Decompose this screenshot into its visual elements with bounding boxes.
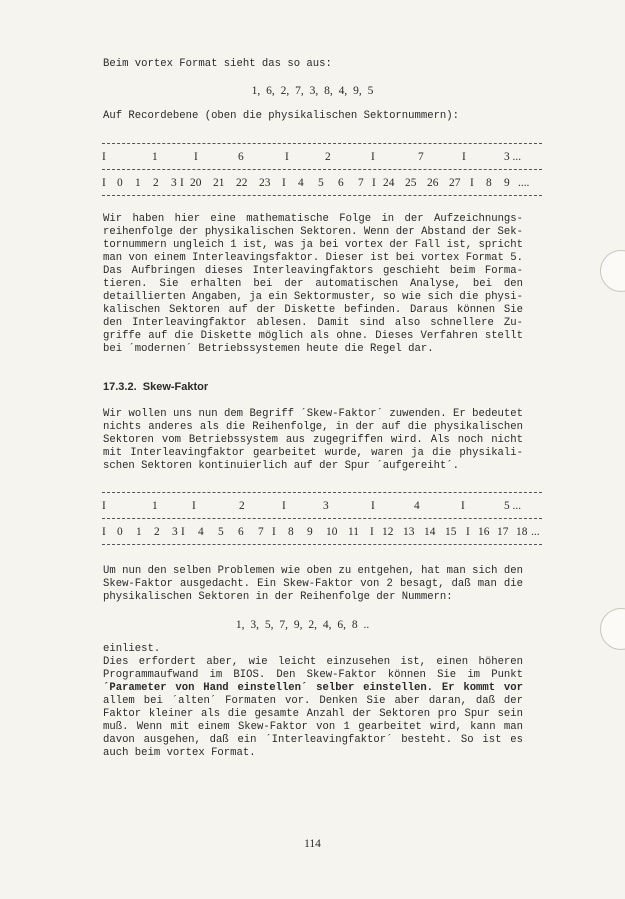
table-cell: I (371, 151, 375, 163)
text-line: Faktor kleiner als die gesamte Anzahl der Sektoren pro Spur sein (103, 708, 523, 720)
table-cell: I (462, 151, 466, 163)
text-line: bei ´modernen´ Betriebssystemen heute die Regel dar. (103, 343, 434, 355)
text-line: ´Parameter von Hand einstellen´ selber einstellen. Er kommt vor (103, 682, 523, 694)
table-cell: 9 (504, 177, 510, 189)
intro-line: Beim vortex Format sieht das so aus: (103, 58, 332, 70)
text-line: Dies erfordert aber, wie leicht einzusehen ist, einen höheren (103, 656, 523, 668)
text-line: Das Aufbringen dieses Interleavingfaktors geschieht beim Forma- (103, 265, 523, 277)
text-line: griffe auf die Diskette möglich als ohne. Dieses Verfahren stellt (103, 330, 523, 342)
table-cell: I (194, 151, 198, 163)
table-cell: 8 (288, 526, 294, 538)
text-line: tornummern ungleich 1 ist, was ja bei vortex der Fall ist, spricht (103, 239, 523, 251)
table-cell: 6 (238, 151, 244, 163)
table2-rule-middle (102, 518, 542, 519)
table-cell: 0 (117, 526, 123, 538)
table-cell: 15 (445, 526, 457, 538)
table-cell: 22 (236, 177, 248, 189)
table-cell: I (372, 177, 376, 189)
table-cell: 6 (338, 177, 344, 189)
text-line: nichts anderes als die Reihenfolge, in der auf die physikalischen (103, 421, 523, 433)
table-cell: I (102, 526, 106, 538)
table1-top-row (102, 150, 542, 164)
table-cell: 5 ... (504, 500, 522, 512)
table-cell: .... (518, 177, 530, 189)
table-cell: 2 (325, 151, 331, 163)
table1-bottom-row (102, 176, 542, 190)
text-line: Um nun den selben Problemen wie oben zu entgehen, hat man sich den (103, 565, 523, 577)
table-cell: 3 (171, 177, 177, 189)
paragraph-interleaving (103, 213, 523, 356)
section-heading: 17.3.2. Skew-Faktor (103, 381, 209, 393)
table-cell: 11 (348, 526, 359, 538)
text-line: Wir wollen uns nun dem Begriff ´Skew-Faktor´ zuwenden. Er bedeutet (103, 408, 523, 420)
text-line: kalischen Sektoren auf der Diskette befinden. Daraus können Sie (103, 304, 523, 316)
text-line: Wir haben hier eine mathematische Folge in der Aufzeichnungs- (103, 213, 523, 225)
paragraph-skew-intro (103, 408, 523, 473)
table-cell: 8 (486, 177, 492, 189)
text-line: allem bei ´alten´ Formaten vor. Denken Sie aber daran, daß der (103, 695, 523, 707)
text-line: Sektoren vom Betriebssystem aus zugegriffen wird. Als noch nicht (103, 434, 523, 446)
table-cell: I (371, 500, 375, 512)
table-cell: I (461, 500, 465, 512)
table2-bottom-row (102, 525, 542, 539)
paragraph-skew-details (103, 643, 523, 760)
table-cell: 5 (318, 177, 324, 189)
table1-rule-top (102, 143, 542, 144)
table2-rule-bottom (102, 544, 542, 545)
record-level-line: Auf Recordebene (oben die physikalischen Sektornummern): (103, 110, 460, 122)
text-line: reihenfolge der physikalischen Sektoren. Wenn der Abstand der Sek- (103, 226, 523, 238)
table-cell: 7 (418, 151, 424, 163)
table-cell: 2 (153, 177, 159, 189)
table-cell: I (102, 151, 106, 163)
table-cell: I (370, 526, 374, 538)
paragraph-skew-definition (103, 565, 523, 604)
table-cell: 1 (152, 500, 158, 512)
table-cell: 25 (405, 177, 417, 189)
skew-sequence: 1, 3, 5, 7, 9, 2, 4, 6, 8 .. (235, 619, 370, 631)
text-line: physikalischen Sektoren in der Reihenfolge der Nummern: (103, 591, 453, 603)
table-cell: I (282, 177, 286, 189)
text-line: mit Interleavingfaktor gearbeitet wurde, waren ja die physikali- (103, 447, 523, 459)
table-cell: 4 (298, 177, 304, 189)
table-cell: 2 (239, 500, 245, 512)
table-cell: 7 (358, 177, 364, 189)
text-line: detaillierten Angaben, ja ein Sektormuster, so wie sich die physi- (103, 291, 523, 303)
table-cell: 27 (449, 177, 461, 189)
table-cell: 12 (382, 526, 394, 538)
vortex-sequence: 1, 6, 2, 7, 3, 8, 4, 9, 5 (251, 85, 374, 97)
text-line: Skew-Faktor ausgedacht. Ein Skew-Faktor von 2 besagt, daß man die (103, 578, 523, 590)
table-cell: 9 (307, 526, 313, 538)
table-cell: 13 (403, 526, 415, 538)
table1-rule-middle (102, 169, 542, 170)
table-cell: 4 (198, 526, 204, 538)
table-cell: 21 (213, 177, 225, 189)
table-cell: 16 (478, 526, 490, 538)
table2-top-row (102, 499, 542, 513)
table-cell: 10 (326, 526, 338, 538)
table-cell: 3 (323, 500, 329, 512)
text-line: den Interleavingfaktor ablesen. Damit sind also schnellere Zu- (103, 317, 523, 329)
table-cell: I (272, 526, 276, 538)
table-cell: I (282, 500, 286, 512)
table-cell: I (470, 177, 474, 189)
table-cell: 3 ... (504, 151, 522, 163)
table-cell: 5 (218, 526, 224, 538)
table-cell: I (466, 526, 470, 538)
table-cell: 1 (135, 177, 141, 189)
text-line: auch beim vortex Format. (103, 747, 256, 759)
table-cell: 17 (497, 526, 509, 538)
table-cell: I (102, 177, 106, 189)
table-cell: ... (531, 526, 540, 538)
table-cell: 20 (190, 177, 202, 189)
table-cell: 18 (516, 526, 528, 538)
table-cell: 3 (172, 526, 178, 538)
table-cell: 14 (424, 526, 436, 538)
table-cell: 2 (154, 526, 160, 538)
text-line: einliest. (103, 643, 161, 655)
page-number: 114 (304, 838, 321, 850)
table-cell: I (285, 151, 289, 163)
table-cell: 1 (152, 151, 158, 163)
punch-hole-top (600, 250, 625, 292)
table-cell: I (102, 500, 106, 512)
table-cell: 4 (414, 500, 420, 512)
table2-rule-top (102, 492, 542, 493)
table-cell: 26 (427, 177, 439, 189)
text-line: Programmaufwand im BIOS. Den Skew-Faktor können Sie im Punkt (103, 669, 523, 681)
table-cell: 6 (238, 526, 244, 538)
table-cell: 1 (136, 526, 142, 538)
table1-rule-bottom (102, 195, 542, 196)
text-line: tieren. Sie erhalten bei der automatischen Analyse, bei den (103, 278, 523, 290)
text-line: davon ausgehen, daß ein ´Interleavingfaktor´ besteht. So ist es (103, 734, 523, 746)
table-cell: I (180, 177, 184, 189)
table-cell: 0 (117, 177, 123, 189)
table-cell: I (192, 500, 196, 512)
text-line: schen Sektoren kontinuierlich auf der Spur ´aufgereiht´. (103, 460, 460, 472)
text-line: man von einem Interleavingsfaktor. Dieser ist bei vortex Format 5. (103, 252, 523, 264)
text-line: muß. Wenn mit einem Skew-Faktor von 1 gearbeitet wird, kann man (103, 721, 523, 733)
table-cell: I (181, 526, 185, 538)
table-cell: 24 (383, 177, 395, 189)
table-cell: 23 (259, 177, 271, 189)
table-cell: 7 (258, 526, 264, 538)
